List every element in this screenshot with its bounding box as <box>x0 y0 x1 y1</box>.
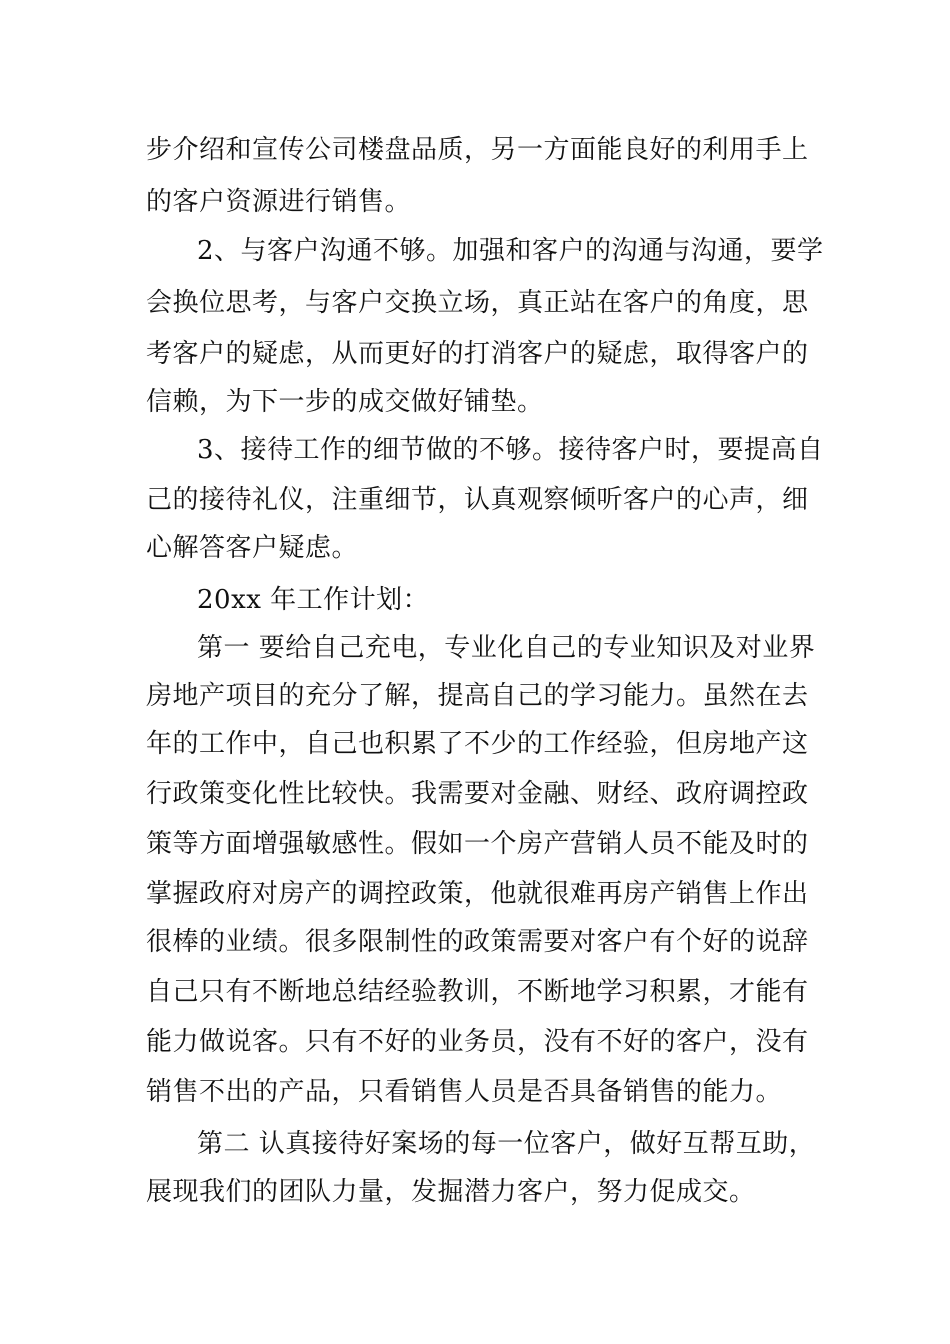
text-line: 掌握政府对房产的调控政策，他就很难再房产销售上作出 <box>146 879 809 909</box>
text-line: 步介绍和宣传公司楼盘品质，另一方面能良好的利用手上 <box>146 135 809 165</box>
section-heading: 20xx 年工作计划： <box>197 585 430 615</box>
text-line: 房地产项目的充分了解，提高自己的学习能力。虽然在去 <box>146 681 809 711</box>
text-line: 很棒的业绩。很多限制性的政策需要对客户有个好的说辞 <box>146 927 809 957</box>
text-line: 自己只有不断地总结经验教训，不断地学习积累，才能有 <box>146 977 809 1007</box>
text-line: 策等方面增强敏感性。假如一个房产营销人员不能及时的 <box>146 829 809 859</box>
text-line: 第一 要给自己充电，专业化自己的专业知识及对业界 <box>197 633 816 663</box>
text-line: 考客户的疑虑，从而更好的打消客户的疑虑，取得客户的 <box>146 339 809 369</box>
text-line: 信赖，为下一步的成交做好铺垫。 <box>146 387 544 417</box>
text-line: 心解答客户疑虑。 <box>146 533 359 563</box>
text-line: 的客户资源进行销售。 <box>146 187 412 217</box>
text-line: 销售不出的产品，只看销售人员是否具备销售的能力。 <box>146 1077 783 1107</box>
text-line: 3、接待工作的细节做的不够。接待客户时，要提高自 <box>197 435 824 465</box>
text-line: 年的工作中，自己也积累了不少的工作经验，但房地产这 <box>146 729 809 759</box>
text-line: 能力做说客。只有不好的业务员，没有不好的客户，没有 <box>146 1027 809 1057</box>
text-line: 己的接待礼仪，注重细节，认真观察倾听客户的心声，细 <box>146 485 809 515</box>
text-line: 第二 认真接待好案场的每一位客户，做好互帮互助， <box>197 1129 816 1159</box>
text-line: 2、与客户沟通不够。加强和客户的沟通与沟通，要学 <box>197 236 824 266</box>
text-line: 行政策变化性比较快。我需要对金融、财经、政府调控政 <box>146 779 809 809</box>
text-line: 展现我们的团队力量，发掘潜力客户，努力促成交。 <box>146 1177 756 1207</box>
text-line: 会换位思考，与客户交换立场，真正站在客户的角度，思 <box>146 288 809 318</box>
